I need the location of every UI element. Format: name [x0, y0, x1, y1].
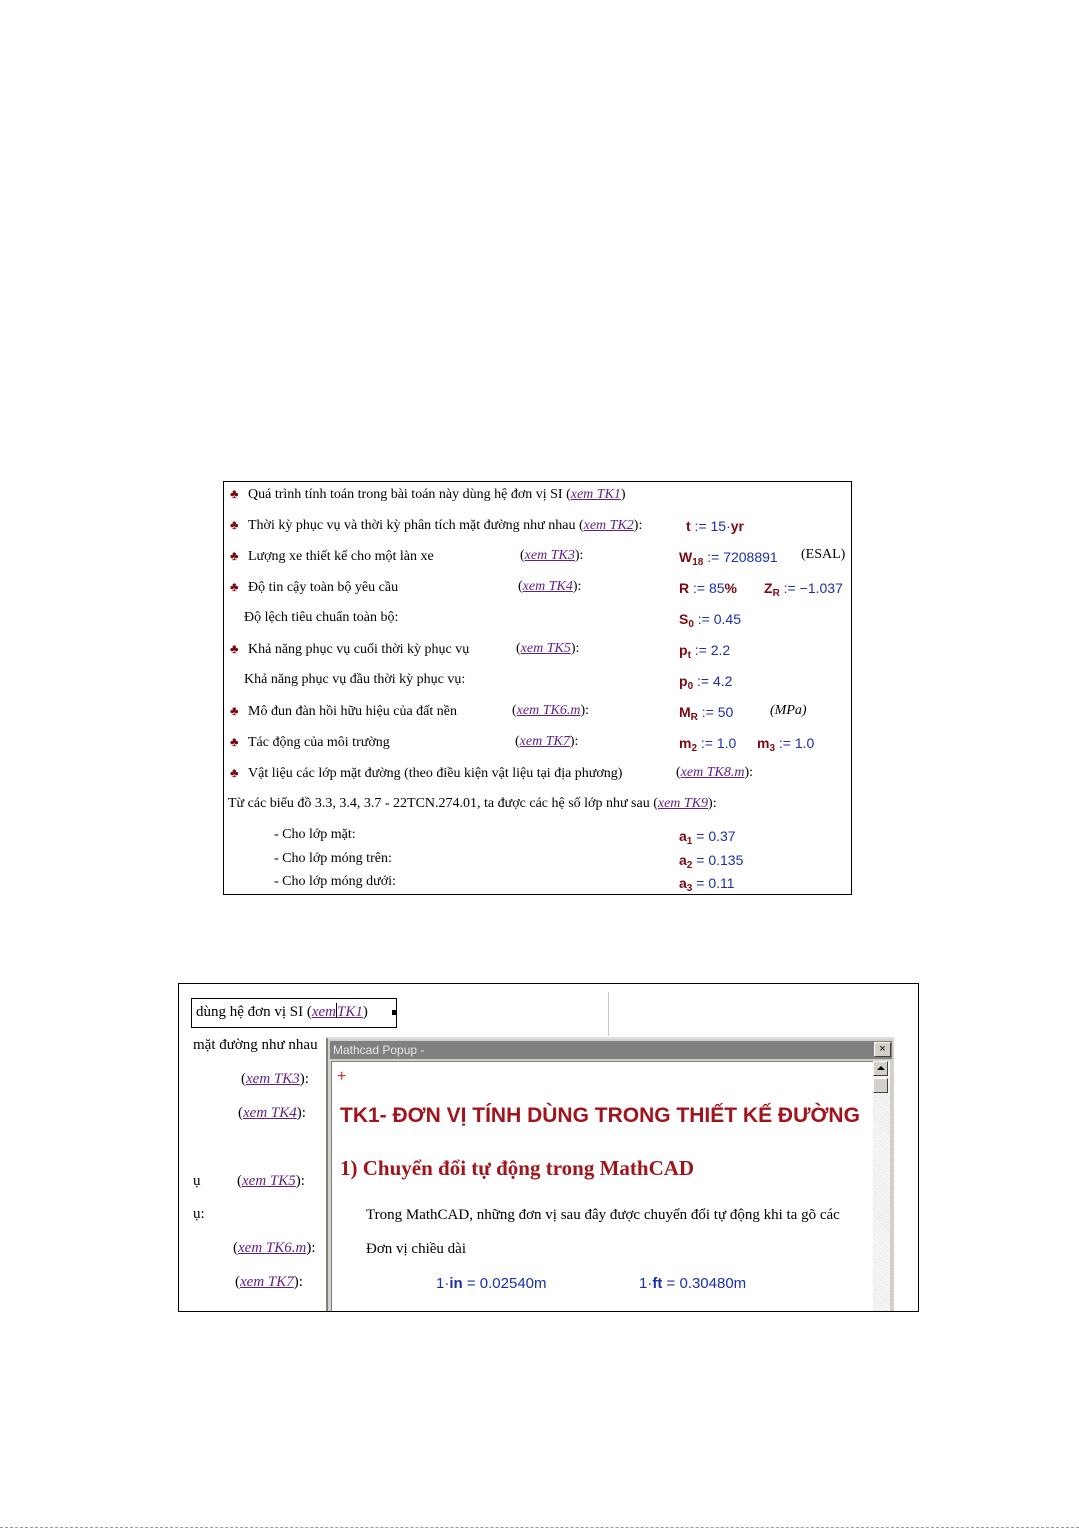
row-surface-layer: - Cho lớp mặt:: [274, 827, 356, 842]
popup-heading: TK1- ĐƠN VỊ TÍNH DÙNG TRONG THIẾT KẾ ĐƯỜNG: [340, 1104, 860, 1127]
popup-content: [331, 1061, 876, 1312]
link-tk5[interactable]: xem TK5: [520, 641, 571, 656]
club-bullet-icon: ♣: [230, 641, 239, 656]
ref-tk5: (xem TK5):: [516, 641, 580, 656]
bg-link-tk6[interactable]: xem TK6.m: [238, 1240, 307, 1256]
conversion-inch[interactable]: 1·in = 0.02540m: [436, 1275, 547, 1292]
row-label: Mô đun đàn hồi hữu hiệu của đất nền: [248, 704, 457, 719]
link-tk4[interactable]: xem TK4: [522, 579, 573, 594]
club-bullet-icon: ♣: [230, 548, 239, 563]
bg-char-u: ụ: [193, 1173, 201, 1189]
row-label: Từ các biểu đồ 3.3, 3.4, 3.7 - 22TCN.274.01, ta được các hệ số lớp như sau (: [228, 796, 658, 811]
club-bullet-icon: ♣: [230, 703, 239, 718]
ref-tk7: (xem TK7):: [515, 734, 579, 749]
club-bullet-icon: ♣: [230, 486, 239, 501]
page-divider: [608, 992, 609, 1036]
math-m3[interactable]: $m_3$ := 1.0: [757, 735, 815, 754]
row-service-period: ♣ Thời kỳ phục vụ và thời kỳ phân tích mặt đường như nhau (xem TK2):: [230, 517, 643, 533]
vertical-scrollbar[interactable]: [873, 1061, 890, 1312]
row-label: Vật liệu các lớp mặt đường (theo điều kiện vật liệu tại địa phương): [248, 766, 623, 781]
row-materials: [230, 765, 622, 782]
bg-ref-tk6: (xem TK6.m):: [233, 1240, 316, 1256]
math-m2[interactable]: $m_2$ := 1.0: [679, 735, 737, 754]
club-bullet-icon: ♣: [230, 579, 239, 594]
row-design-traffic: [230, 548, 434, 565]
club-bullet-icon: ♣: [230, 517, 239, 532]
link-tk8[interactable]: xem TK8.m: [680, 765, 745, 780]
bg-ref-tk3: (xem TK3):: [241, 1071, 309, 1087]
bg-link-tk1-b[interactable]: TK1: [337, 1004, 363, 1020]
link-tk1[interactable]: xem TK1: [570, 487, 621, 502]
row-environment: [230, 734, 390, 751]
math-pt[interactable]: $p_t$ := 2.2: [679, 642, 731, 661]
bg-link-tk1-a[interactable]: xem: [311, 1004, 336, 1020]
close-icon: ×: [879, 1043, 886, 1055]
page-bottom-rule: [0, 1527, 1079, 1528]
math-a2[interactable]: $a_2 = 0.135$: [679, 852, 744, 871]
row-label: Quá trình tính toán trong bài toán này dùng hệ đơn vị SI (: [248, 487, 571, 502]
row-terminal-serviceability: [230, 641, 469, 658]
bg-ref-tk7: (xem TK7):: [235, 1274, 303, 1290]
row-reliability: [230, 579, 398, 596]
link-tk7[interactable]: xem TK7: [519, 734, 570, 749]
bg-link-tk5[interactable]: xem TK5: [242, 1173, 296, 1189]
popup-length-units-label: Đơn vị chiều dài: [366, 1241, 466, 1257]
scroll-thumb[interactable]: [873, 1078, 888, 1093]
popup-subheading: 1) Chuyển đổi tự động trong MathCAD: [340, 1156, 695, 1180]
row-unit-system: ♣ Quá trình tính toán trong bài toán này dùng hệ đơn vị SI (xem TK1): [230, 486, 626, 502]
row-std-deviation: Độ lệch tiêu chuẩn toàn bộ:: [244, 610, 399, 625]
popup-title-bar[interactable]: [330, 1041, 892, 1059]
mathcad-worksheet-panel: [223, 481, 852, 895]
bg-ref-tk4: (xem TK4):: [238, 1105, 306, 1121]
arrow-up-icon: [877, 1066, 885, 1070]
mpa-note: (MPa): [770, 703, 807, 718]
ref-tk6: (xem TK6.m):: [512, 703, 590, 718]
row-label: Tác động của môi trường: [248, 735, 390, 750]
link-tk3[interactable]: xem TK3: [524, 548, 575, 563]
math-s0[interactable]: $S_0$ := 0.45: [679, 611, 741, 630]
bg-link-tk4[interactable]: xem TK4: [243, 1105, 297, 1121]
math-w18[interactable]: $W_{18}$ := 7208891: [679, 549, 778, 568]
row-resilient-modulus: [230, 703, 457, 720]
popup-paragraph: Trong MathCAD, những đơn vị sau đây được chuyển đổi tự động khi ta gõ các: [366, 1207, 840, 1223]
crosshair-cursor-icon: +: [337, 1068, 347, 1085]
math-mr[interactable]: $M_R$ := 50: [679, 704, 734, 723]
link-tk2[interactable]: xem TK2: [583, 518, 634, 533]
club-bullet-icon: ♣: [230, 765, 239, 780]
scroll-up-button[interactable]: [873, 1061, 888, 1076]
ref-tk3: (xem TK3):: [520, 548, 584, 563]
club-bullet-icon: ♣: [230, 734, 239, 749]
math-a1[interactable]: $a_1 = 0.37$: [679, 828, 736, 847]
bg-row-unit-system: dùng hệ đơn vị SI (xemTK1): [196, 1004, 368, 1020]
math-r[interactable]: R := 85%: [679, 580, 737, 596]
conversion-foot[interactable]: 1·ft = 0.30480m: [639, 1275, 747, 1292]
math-zr[interactable]: $Z_R$ := −1.037: [764, 580, 843, 599]
esal-note: (ESAL): [801, 547, 846, 562]
row-label: Lượng xe thiết kế cho một làn xe: [248, 549, 434, 564]
bg-link-tk3[interactable]: xem TK3: [246, 1071, 300, 1087]
bg-link-tk7[interactable]: xem TK7: [240, 1274, 294, 1290]
math-t[interactable]: t := 15·yr: [686, 518, 744, 534]
ref-tk8: (xem TK8.m):: [676, 765, 754, 780]
popup-title: Mathcad Popup -: [333, 1043, 425, 1057]
row-label: Khả năng phục vụ cuối thời kỳ phục vụ: [248, 642, 470, 657]
link-tk6[interactable]: xem TK6.m: [516, 703, 581, 718]
row-initial-serviceability: Khả năng phục vụ đầu thời kỳ phục vụ:: [244, 672, 466, 687]
row-layer-coefficients: Từ các biểu đồ 3.3, 3.4, 3.7 - 22TCN.274.01, ta được các hệ số lớp như sau (xem TK9):: [228, 796, 717, 811]
bg-ref-tk5: (xem TK5):: [237, 1173, 305, 1189]
link-tk9[interactable]: xem TK9: [657, 796, 709, 811]
ref-tk4: (xem TK4):: [518, 579, 582, 594]
bg-row-service: mặt đường như nhau: [193, 1037, 318, 1053]
resize-handle[interactable]: [392, 1010, 397, 1015]
row-subbase-layer: - Cho lớp móng dưới:: [274, 874, 396, 889]
mathcad-popup-screenshot: [178, 983, 919, 1312]
row-base-layer: - Cho lớp móng trên:: [274, 851, 392, 866]
row-label: Thời kỳ phục vụ và thời kỳ phân tích mặt đường như nhau (: [248, 518, 584, 533]
math-a3[interactable]: $a_3 = 0.11$: [679, 875, 735, 894]
bg-char-colon: ụ:: [193, 1206, 205, 1222]
row-label: Độ tin cậy toàn bộ yêu cầu: [248, 580, 399, 595]
math-p0[interactable]: $p_0$ := 4.2: [679, 673, 733, 692]
mathcad-popup-window: [326, 1037, 894, 1312]
close-button[interactable]: [874, 1042, 891, 1057]
